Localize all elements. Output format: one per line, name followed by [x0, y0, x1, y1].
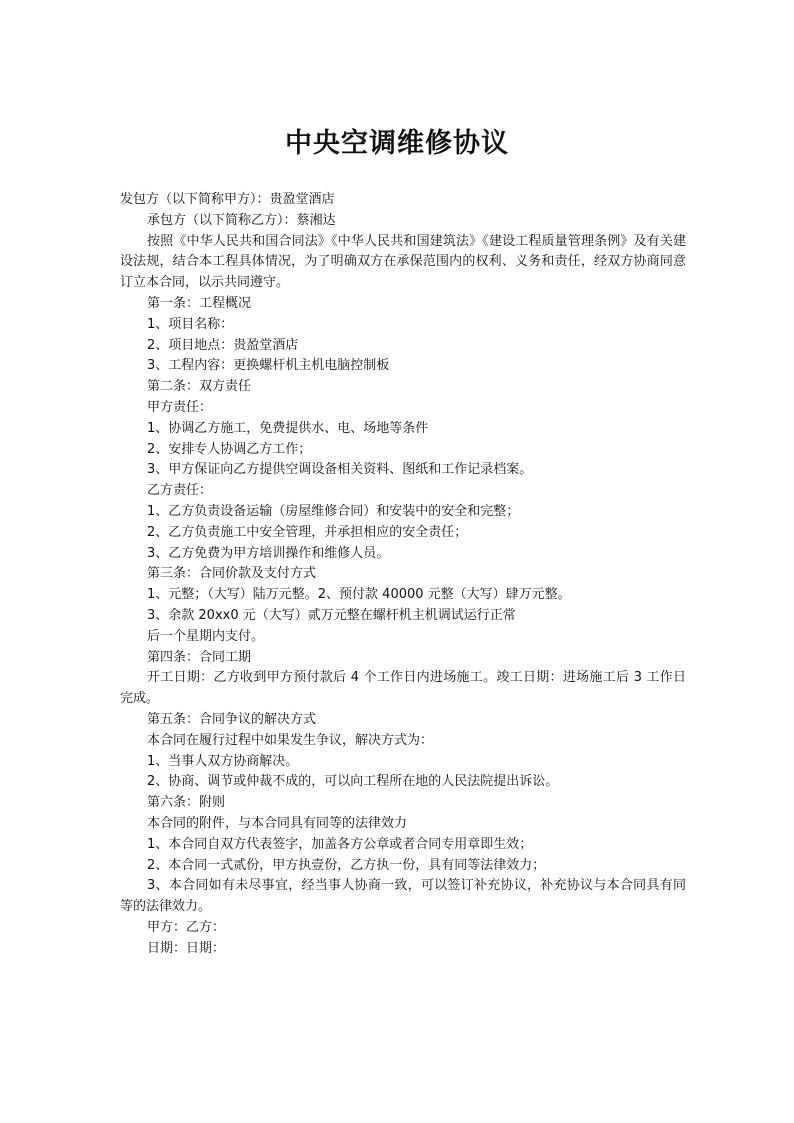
paragraph: 日期：日期： — [147, 940, 226, 956]
paragraph: 后一个星期内支付。 — [147, 628, 265, 644]
paragraph: 1、协调乙方施工，免费提供水、电、场地等条件 — [147, 420, 429, 436]
paragraph: 第五条：合同争议的解决方式 — [147, 711, 317, 727]
paragraph: 2、协商、调节或仲裁不成的，可以向工程所在地的人民法院提出诉讼。 — [147, 774, 559, 790]
paragraph: 2、乙方负责施工中安全管理，并承担相应的安全责任； — [147, 524, 468, 540]
paragraph: 承包方（以下简称乙方）：蔡湘达 — [147, 212, 336, 228]
paragraph: 第六条：附则 — [147, 795, 226, 811]
paragraph: 1、本合同自双方代表签字，加盖各方公章或者合同专用章即生效； — [147, 836, 533, 852]
paragraph: 第二条：双方责任 — [147, 379, 252, 395]
paragraph: 1、项目名称： — [147, 316, 234, 332]
paragraph: 乙方责任： — [147, 483, 213, 499]
paragraph: 第一条：工程概况 — [147, 295, 252, 311]
paragraph: 1、元整；（大写）陆万元整。2、预付款 40000 元整（大写）肆万元整。 — [147, 587, 571, 603]
paragraph: 本合同在履行过程中如果发生争议，解决方式为： — [147, 732, 434, 748]
document-title: 中央空调维修协议 — [285, 128, 509, 159]
paragraph: 2、项目地点：贵盈堂酒店 — [147, 337, 299, 353]
paragraph: 3、余款 20xx0 元（大写）贰万元整在螺杆机主机调试运行正常 — [147, 607, 516, 623]
paragraph: 开工日期：乙方收到甲方预付款后 4 个工作日内进场施工。竣工日期：进场施工后 3 工作日完成。 — [120, 670, 686, 707]
paragraph: 本合同的附件，与本合同具有同等的法律效力 — [147, 815, 408, 831]
paragraph: 3、本合同如有未尽事宜，经当事人协商一致，可以签订补充协议，补充协议与本合同具有同等的法律效力。 — [120, 878, 686, 915]
paragraph: 3、甲方保证向乙方提供空调设备相关资料、图纸和工作记录档案。 — [147, 462, 533, 478]
paragraph: 1、当事人双方协商解决。 — [147, 753, 299, 769]
paragraph: 按照《中华人民共和国合同法》《中华人民共和国建筑法》《建设工程质量管理条例》及有关建设法规，结合本工程具体情况，为了明确双方在承保范围内的权利、义务和责任，经双方协商同意订立本合同，以示共同遵守。 — [120, 233, 686, 291]
paragraph: 2、本合同一式贰份，甲方执壹份，乙方执一份，具有同等法律效力； — [147, 857, 546, 873]
paragraph: 3、乙方免费为甲方培训操作和维修人员。 — [147, 545, 390, 561]
paragraph: 3、工程内容：更换螺杆机主机电脑控制板 — [147, 358, 390, 374]
paragraph: 发包方（以下简称甲方）：贵盈堂酒店 — [120, 192, 335, 207]
paragraph: 甲方：乙方： — [147, 919, 226, 935]
document-body — [120, 190, 686, 959]
paragraph: 第三条：合同价款及支付方式 — [147, 566, 317, 582]
paragraph: 2、安排专人协调乙方工作； — [147, 441, 312, 457]
paragraph: 甲方责任： — [147, 399, 213, 415]
paragraph: 1、乙方负责设备运输（房屋维修合同）和安装中的安全和完整； — [147, 503, 520, 519]
paragraph: 第四条：合同工期 — [147, 649, 252, 665]
